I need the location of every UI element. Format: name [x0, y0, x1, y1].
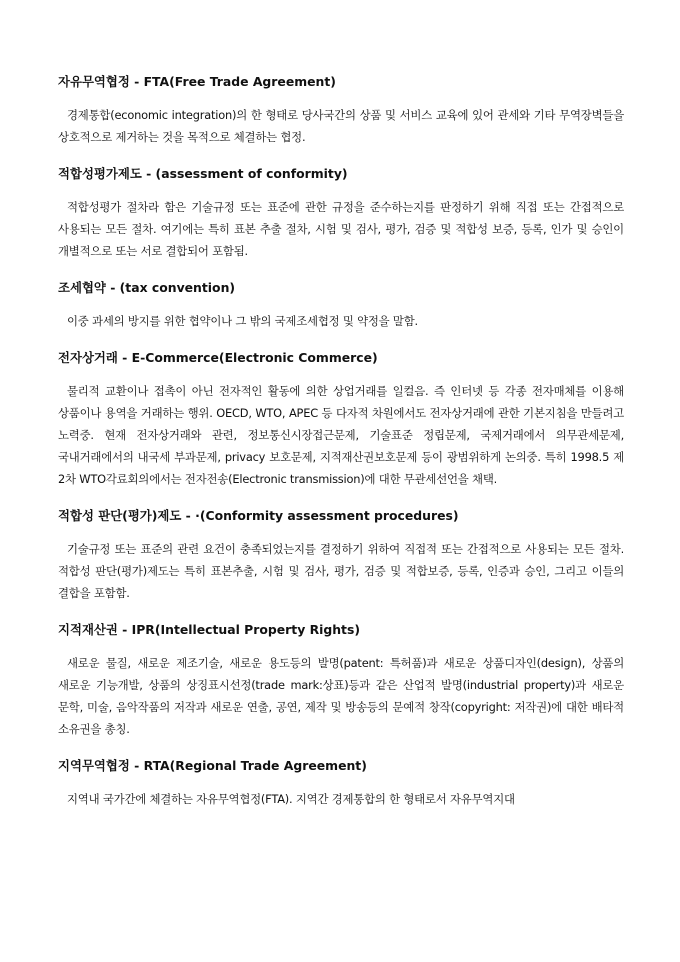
term-definition: 적합성평가 절차라 함은 기술규정 또는 표준에 관한 규정을 준수하는지를 판정하기 위해 직접 또는 간접적으로 사용되는 모든 절차. 여기에는 특히 표본 추출 절차, 시험 및 검사, 평가, 검증 및 적합성 보증, 등록, 인가 및 승인이 개별적으로 또는 서로 결합되어 포함됨.	[58, 200, 624, 258]
glossary-entry-conformity-assessment-procedures	[58, 506, 624, 604]
term-heading: 지역무역협정 - RTA(Regional Trade Agreement)	[58, 758, 367, 773]
glossary-entry-ipr	[58, 620, 624, 740]
term-definition: 물리적 교환이나 접촉이 아닌 전자적인 활동에 의한 상업거래를 일컬음. 즉 인터넷 등 각종 전자매체를 이용해 상품이나 용역을 거래하는 행위. OECD, WTO, APEC 등 다자적 차원에서도 전자상거래에 관한 기본지침을 만들려고 노력중. 현재 전자상거래와 관련, 정보통신시장접근문제, 기술표준 정립문제, 국제거래에서 의무관세문제, 국내거래에서의 내국세 부과문제, privacy 보호문제, 지적재산권보호문제 등이 광범위하게 논의중. 특히 1998.5 제 2차 WTO각료회의에서는 전자전송(Electronic transmission)에 대한 무관세선언을 채택.	[58, 384, 624, 486]
term-heading: 조세협약 - (tax convention)	[58, 280, 236, 295]
term-definition: 기술규정 또는 표준의 관련 요건이 충족되었는지를 결정하기 위하여 직접적 또는 간접적으로 사용되는 모든 절차. 적합성 판단(평가)제도는 특히 표본추출, 시험 및 검사, 평가, 검증 및 적합보증, 등록, 인증과 승인, 그리고 이들의 결합을 포함함.	[58, 542, 624, 600]
term-definition: 새로운 물질, 새로운 제조기술, 새로운 용도등의 발명(patent: 특허품)과 새로운 상품디자인(design), 상품의 새로운 기능개발, 상품의 상징표시선정(trade mark:상표)등과 같은 산업적 발명(industrial property)과 새로운 문학, 미술, 음악작품의 저작과 새로운 연출, 공연, 제작 및 방송등의 문예적 창작(copyright: 저작권)에 대한 배타적 소유권을 총칭.	[58, 656, 624, 736]
glossary-entry-rta	[58, 756, 624, 810]
term-heading: 지적재산권 - IPR(Intellectual Property Rights)	[58, 622, 361, 637]
term-heading: 적합성 판단(평가)제도 - ·(Conformity assessment procedures)	[58, 508, 459, 523]
term-definition: 지역내 국가간에 체결하는 자유무역협정(FTA). 지역간 경제통합의 한 형태로서 자유무역지대	[67, 792, 515, 806]
glossary-entry-tax-convention	[58, 278, 624, 332]
glossary-entry-e-commerce	[58, 348, 624, 490]
term-heading: 전자상거래 - E-Commerce(Electronic Commerce)	[58, 350, 378, 365]
term-definition: 경제통합(economic integration)의 한 형태로 당사국간의 상품 및 서비스 교육에 있어 관세와 기타 무역장벽들을 상호적으로 제거하는 것을 목적으로 체결하는 협정.	[58, 108, 624, 144]
term-heading: 자유무역협정 - FTA(Free Trade Agreement)	[58, 74, 336, 89]
glossary-entry-assessment-of-conformity	[58, 164, 624, 262]
glossary-entry-fta	[58, 72, 624, 148]
term-definition: 이중 과세의 방지를 위한 협약이나 그 밖의 국제조세협정 및 약정을 말함.	[67, 314, 418, 328]
term-heading: 적합성평가제도 - (assessment of conformity)	[58, 166, 348, 181]
glossary-page	[58, 72, 624, 810]
